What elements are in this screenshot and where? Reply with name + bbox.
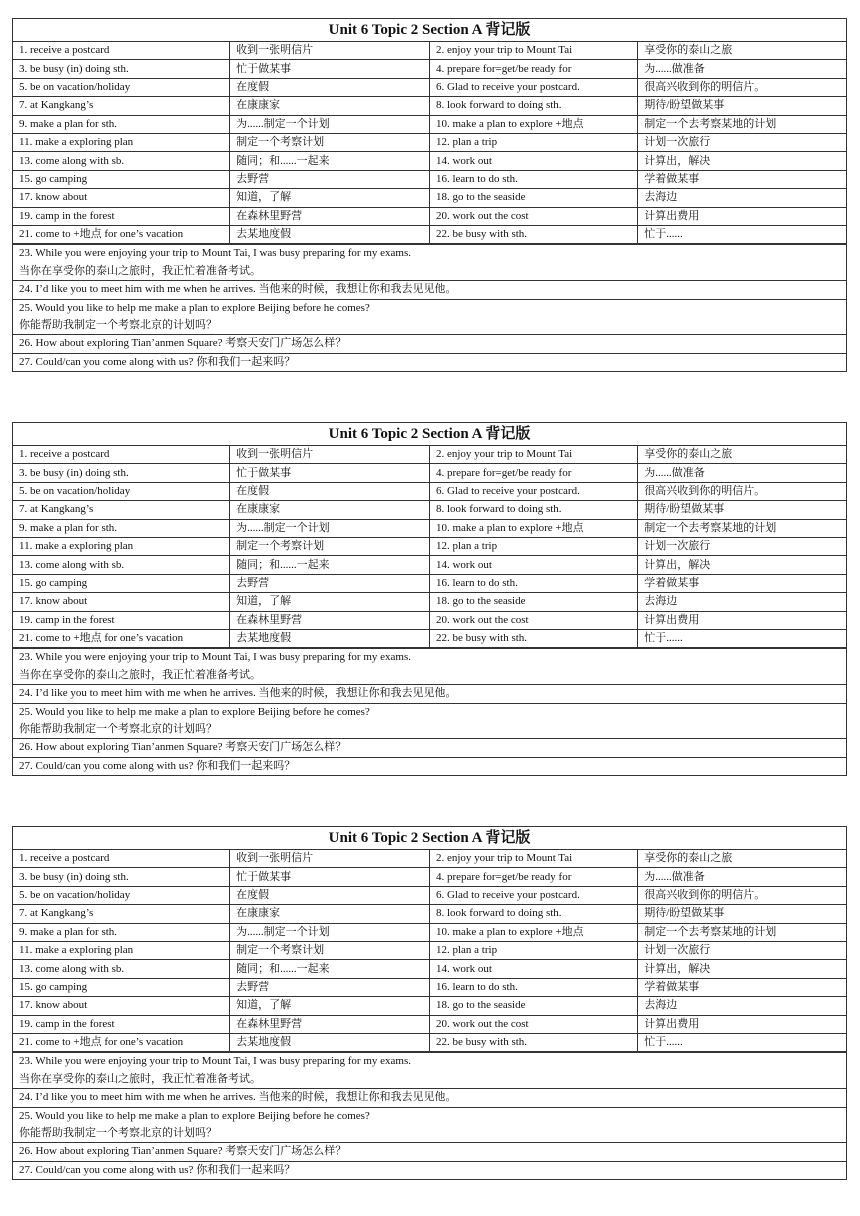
table-row — [13, 850, 846, 868]
phrase-english-cell: 8. look forward to doing sth. — [429, 501, 637, 519]
phrase-english-cell: 10. make a plan to explore +地点 — [429, 115, 637, 133]
phrase-chinese-cell: 享受你的泰山之旅 — [638, 42, 846, 60]
sentence-chinese: 当你在享受你的泰山之旅时，我正忙着准备考试。 — [19, 264, 261, 277]
phrase-english-cell: 5. be on vacation/holiday — [13, 78, 230, 96]
phrase-chinese-cell: 为......做准备 — [638, 464, 846, 482]
phrase-english-cell: 2. enjoy your trip to Mount Tai — [429, 446, 637, 464]
phrase-english-cell: 8. look forward to doing sth. — [429, 97, 637, 115]
phrase-chinese-cell: 在度假 — [230, 886, 430, 904]
phrase-chinese-cell: 制定一个考察计划 — [230, 133, 430, 151]
phrase-english-cell: 7. at Kangkang’s — [13, 97, 230, 115]
sentence-english: 24. I’d like you to meet him with me when he arrives. 当他来的时候，我想让你和我去见见他。 — [19, 1091, 457, 1104]
phrase-english-cell: 17. know about — [13, 997, 230, 1015]
sentence-english: 24. I’d like you to meet him with me when he arrives. 当他来的时候，我想让你和我去见见他。 — [19, 687, 457, 700]
table-row — [13, 133, 846, 151]
phrase-chinese-cell: 在康康家 — [230, 501, 430, 519]
phrase-chinese-cell: 学着做某事 — [638, 170, 846, 188]
sentence-chinese: 当你在享受你的泰山之旅时，我正忙着准备考试。 — [19, 1072, 261, 1085]
phrase-english-cell: 12. plan a trip — [429, 537, 637, 555]
phrase-english-cell: 12. plan a trip — [429, 941, 637, 959]
phrase-chinese-cell: 收到一张明信片 — [230, 42, 430, 60]
phrase-english-cell: 21. come to +地点 for one’s vacation — [13, 629, 230, 647]
table-row — [13, 97, 846, 115]
phrase-chinese-cell: 去海边 — [638, 997, 846, 1015]
sentence-row — [13, 738, 846, 756]
phrase-chinese-cell: 收到一张明信片 — [230, 850, 430, 868]
phrase-chinese-cell: 去野营 — [230, 574, 430, 592]
phrase-english-cell: 16. learn to do sth. — [429, 978, 637, 996]
phrase-chinese-cell: 知道，了解 — [230, 189, 430, 207]
phrase-chinese-cell: 学着做某事 — [638, 978, 846, 996]
phrase-chinese-cell: 很高兴收到你的明信片。 — [638, 886, 846, 904]
table-row — [13, 501, 846, 519]
phrase-english-cell: 17. know about — [13, 593, 230, 611]
phrase-chinese-cell: 享受你的泰山之旅 — [638, 446, 846, 464]
phrase-english-cell: 10. make a plan to explore +地点 — [429, 519, 637, 537]
vocab-table — [13, 42, 846, 244]
phrase-english-cell: 15. go camping — [13, 574, 230, 592]
phrase-chinese-cell: 忙于做某事 — [230, 60, 430, 78]
phrase-english-cell: 15. go camping — [13, 978, 230, 996]
phrase-chinese-cell: 计算出费用 — [638, 207, 846, 225]
phrase-chinese-cell: 期待/盼望做某事 — [638, 501, 846, 519]
phrase-chinese-cell: 知道，了解 — [230, 593, 430, 611]
table-row — [13, 556, 846, 574]
phrase-english-cell: 14. work out — [429, 960, 637, 978]
phrase-english-cell: 11. make a exploring plan — [13, 537, 230, 555]
phrase-chinese-cell: 忙于做某事 — [230, 464, 430, 482]
table-row — [13, 537, 846, 555]
sentence-english: 25. Would you like to help me make a plan to explore Beijing before he comes? — [19, 705, 370, 718]
table-row — [13, 978, 846, 996]
phrase-chinese-cell: 去野营 — [230, 978, 430, 996]
phrase-english-cell: 7. at Kangkang’s — [13, 905, 230, 923]
phrase-english-cell: 7. at Kangkang’s — [13, 501, 230, 519]
phrase-english-cell: 5. be on vacation/holiday — [13, 886, 230, 904]
table-row — [13, 574, 846, 592]
phrase-chinese-cell: 计算出费用 — [638, 1015, 846, 1033]
phrase-chinese-cell: 去某地度假 — [230, 225, 430, 243]
phrase-english-cell: 21. come to +地点 for one’s vacation — [13, 1033, 230, 1051]
phrase-english-cell: 19. camp in the forest — [13, 207, 230, 225]
sheet-title: Unit 6 Topic 2 Section A 背记版 — [13, 19, 846, 42]
phrase-chinese-cell: 计算出费用 — [638, 611, 846, 629]
sheet-title: Unit 6 Topic 2 Section A 背记版 — [13, 827, 846, 850]
phrase-english-cell: 11. make a exploring plan — [13, 133, 230, 151]
phrase-chinese-cell: 很高兴收到你的明信片。 — [638, 78, 846, 96]
phrase-english-cell: 9. make a plan for sth. — [13, 519, 230, 537]
sentence-row — [13, 1142, 846, 1160]
phrase-chinese-cell: 在度假 — [230, 482, 430, 500]
phrase-english-cell: 6. Glad to receive your postcard. — [429, 886, 637, 904]
sentence-english: 27. Could/can you come along with us? 你和我们一起来吗？ — [19, 355, 296, 368]
sentence-english: 23. While you were enjoying your trip to Mount Tai, I was busy preparing for my exams. — [19, 1055, 411, 1068]
table-row — [13, 960, 846, 978]
sentence-row — [13, 334, 846, 352]
phrase-chinese-cell: 忙于...... — [638, 225, 846, 243]
phrase-english-cell: 19. camp in the forest — [13, 611, 230, 629]
table-row — [13, 997, 846, 1015]
phrase-english-cell: 6. Glad to receive your postcard. — [429, 482, 637, 500]
sentence-row — [13, 244, 846, 280]
phrase-chinese-cell: 为......制定一个计划 — [230, 923, 430, 941]
sentence-english: 25. Would you like to help me make a plan to explore Beijing before he comes? — [19, 301, 370, 314]
table-row — [13, 446, 846, 464]
phrase-english-cell: 21. come to +地点 for one’s vacation — [13, 225, 230, 243]
phrase-chinese-cell: 在度假 — [230, 78, 430, 96]
sentence-row — [13, 648, 846, 684]
phrase-chinese-cell: 忙于...... — [638, 629, 846, 647]
phrase-chinese-cell: 计划一次旅行 — [638, 537, 846, 555]
table-row — [13, 923, 846, 941]
phrase-chinese-cell: 去海边 — [638, 189, 846, 207]
phrase-chinese-cell: 随同；和......一起来 — [230, 556, 430, 574]
sentence-row — [13, 280, 846, 298]
phrase-english-cell: 14. work out — [429, 152, 637, 170]
vocab-sheet — [12, 422, 847, 776]
phrase-english-cell: 13. come along with sb. — [13, 960, 230, 978]
sentence-row — [13, 1052, 846, 1088]
sheet-title: Unit 6 Topic 2 Section A 背记版 — [13, 423, 846, 446]
sentence-row — [13, 299, 846, 335]
sentence-row — [13, 353, 846, 371]
phrase-chinese-cell: 制定一个去考察某地的计划 — [638, 115, 846, 133]
table-row — [13, 115, 846, 133]
phrase-english-cell: 14. work out — [429, 556, 637, 574]
sentence-english: 26. How about exploring Tian’anmen Square? 考察天安门广场怎么样？ — [19, 741, 347, 754]
phrase-english-cell: 13. come along with sb. — [13, 152, 230, 170]
phrase-english-cell: 16. learn to do sth. — [429, 170, 637, 188]
phrase-english-cell: 18. go to the seaside — [429, 593, 637, 611]
phrase-english-cell: 20. work out the cost — [429, 207, 637, 225]
sentence-row — [13, 703, 846, 739]
table-row — [13, 225, 846, 243]
table-row — [13, 464, 846, 482]
sentence-english: 25. Would you like to help me make a plan to explore Beijing before he comes? — [19, 1109, 370, 1122]
table-row — [13, 611, 846, 629]
table-row — [13, 189, 846, 207]
phrase-chinese-cell: 在康康家 — [230, 97, 430, 115]
phrase-chinese-cell: 计划一次旅行 — [638, 133, 846, 151]
phrase-chinese-cell: 计算出，解决 — [638, 556, 846, 574]
table-row — [13, 1015, 846, 1033]
phrase-chinese-cell: 制定一个去考察某地的计划 — [638, 923, 846, 941]
phrase-chinese-cell: 随同；和......一起来 — [230, 152, 430, 170]
phrase-chinese-cell: 为......做准备 — [638, 868, 846, 886]
table-row — [13, 170, 846, 188]
phrase-chinese-cell: 在森林里野营 — [230, 1015, 430, 1033]
phrase-english-cell: 3. be busy (in) doing sth. — [13, 868, 230, 886]
phrase-english-cell: 22. be busy with sth. — [429, 225, 637, 243]
phrase-english-cell: 1. receive a postcard — [13, 42, 230, 60]
table-row — [13, 629, 846, 647]
phrase-chinese-cell: 忙于做某事 — [230, 868, 430, 886]
phrase-english-cell: 2. enjoy your trip to Mount Tai — [429, 42, 637, 60]
phrase-chinese-cell: 享受你的泰山之旅 — [638, 850, 846, 868]
phrase-chinese-cell: 制定一个考察计划 — [230, 537, 430, 555]
vocab-table — [13, 850, 846, 1052]
phrase-english-cell: 3. be busy (in) doing sth. — [13, 60, 230, 78]
phrase-english-cell: 9. make a plan for sth. — [13, 115, 230, 133]
vocab-sheet — [12, 826, 847, 1180]
sentence-english: 24. I’d like you to meet him with me when he arrives. 当他来的时候，我想让你和我去见见他。 — [19, 283, 457, 296]
vocab-table — [13, 446, 846, 648]
phrase-english-cell: 20. work out the cost — [429, 611, 637, 629]
sentence-english: 27. Could/can you come along with us? 你和我们一起来吗？ — [19, 759, 296, 772]
sentence-english: 26. How about exploring Tian’anmen Square? 考察天安门广场怎么样？ — [19, 337, 347, 350]
phrase-chinese-cell: 计算出，解决 — [638, 152, 846, 170]
phrase-chinese-cell: 制定一个去考察某地的计划 — [638, 519, 846, 537]
phrase-english-cell: 17. know about — [13, 189, 230, 207]
phrase-english-cell: 18. go to the seaside — [429, 189, 637, 207]
phrase-english-cell: 3. be busy (in) doing sth. — [13, 464, 230, 482]
phrase-english-cell: 22. be busy with sth. — [429, 629, 637, 647]
phrase-english-cell: 2. enjoy your trip to Mount Tai — [429, 850, 637, 868]
phrase-english-cell: 20. work out the cost — [429, 1015, 637, 1033]
phrase-chinese-cell: 计划一次旅行 — [638, 941, 846, 959]
sentence-row — [13, 757, 846, 775]
phrase-english-cell: 6. Glad to receive your postcard. — [429, 78, 637, 96]
phrase-chinese-cell: 学着做某事 — [638, 574, 846, 592]
phrase-english-cell: 16. learn to do sth. — [429, 574, 637, 592]
table-row — [13, 519, 846, 537]
sentence-row — [13, 684, 846, 702]
phrase-english-cell: 11. make a exploring plan — [13, 941, 230, 959]
sentence-english: 26. How about exploring Tian’anmen Square? 考察天安门广场怎么样？ — [19, 1145, 347, 1158]
phrase-chinese-cell: 去某地度假 — [230, 629, 430, 647]
phrase-english-cell: 1. receive a postcard — [13, 850, 230, 868]
phrase-chinese-cell: 期待/盼望做某事 — [638, 905, 846, 923]
table-row — [13, 593, 846, 611]
sentence-row — [13, 1088, 846, 1106]
phrase-chinese-cell: 计算出，解决 — [638, 960, 846, 978]
table-row — [13, 1033, 846, 1051]
phrase-english-cell: 12. plan a trip — [429, 133, 637, 151]
phrase-english-cell: 4. prepare for=get/be ready for — [429, 868, 637, 886]
table-row — [13, 941, 846, 959]
phrase-english-cell: 9. make a plan for sth. — [13, 923, 230, 941]
phrase-chinese-cell: 收到一张明信片 — [230, 446, 430, 464]
phrase-chinese-cell: 为......做准备 — [638, 60, 846, 78]
sentence-english: 23. While you were enjoying your trip to Mount Tai, I was busy preparing for my exams. — [19, 247, 411, 260]
phrase-chinese-cell: 在康康家 — [230, 905, 430, 923]
phrase-english-cell: 4. prepare for=get/be ready for — [429, 60, 637, 78]
sentence-chinese: 当你在享受你的泰山之旅时，我正忙着准备考试。 — [19, 668, 261, 681]
table-row — [13, 60, 846, 78]
sentence-row — [13, 1161, 846, 1179]
table-row — [13, 207, 846, 225]
phrase-english-cell: 1. receive a postcard — [13, 446, 230, 464]
phrase-english-cell: 15. go camping — [13, 170, 230, 188]
phrase-chinese-cell: 随同；和......一起来 — [230, 960, 430, 978]
phrase-chinese-cell: 制定一个考察计划 — [230, 941, 430, 959]
phrase-chinese-cell: 知道，了解 — [230, 997, 430, 1015]
table-row — [13, 78, 846, 96]
phrase-chinese-cell: 很高兴收到你的明信片。 — [638, 482, 846, 500]
phrase-chinese-cell: 在森林里野营 — [230, 207, 430, 225]
phrase-chinese-cell: 为......制定一个计划 — [230, 115, 430, 133]
phrase-english-cell: 19. camp in the forest — [13, 1015, 230, 1033]
table-row — [13, 905, 846, 923]
phrase-chinese-cell: 在森林里野营 — [230, 611, 430, 629]
sentence-chinese: 你能帮助我制定一个考察北京的计划吗？ — [19, 722, 217, 735]
phrase-english-cell: 4. prepare for=get/be ready for — [429, 464, 637, 482]
phrase-chinese-cell: 忙于...... — [638, 1033, 846, 1051]
vocab-sheet — [12, 18, 847, 372]
table-row — [13, 152, 846, 170]
table-row — [13, 42, 846, 60]
phrase-english-cell: 5. be on vacation/holiday — [13, 482, 230, 500]
phrase-english-cell: 22. be busy with sth. — [429, 1033, 637, 1051]
sentence-chinese: 你能帮助我制定一个考察北京的计划吗？ — [19, 1126, 217, 1139]
table-row — [13, 482, 846, 500]
phrase-english-cell: 13. come along with sb. — [13, 556, 230, 574]
sentence-row — [13, 1107, 846, 1143]
phrase-chinese-cell: 去野营 — [230, 170, 430, 188]
phrase-chinese-cell: 为......制定一个计划 — [230, 519, 430, 537]
phrase-english-cell: 10. make a plan to explore +地点 — [429, 923, 637, 941]
phrase-chinese-cell: 期待/盼望做某事 — [638, 97, 846, 115]
phrase-english-cell: 8. look forward to doing sth. — [429, 905, 637, 923]
sentence-english: 27. Could/can you come along with us? 你和我们一起来吗？ — [19, 1163, 296, 1176]
table-row — [13, 886, 846, 904]
phrase-chinese-cell: 去某地度假 — [230, 1033, 430, 1051]
sentence-chinese: 你能帮助我制定一个考察北京的计划吗？ — [19, 318, 217, 331]
phrase-chinese-cell: 去海边 — [638, 593, 846, 611]
table-row — [13, 868, 846, 886]
phrase-english-cell: 18. go to the seaside — [429, 997, 637, 1015]
sentence-english: 23. While you were enjoying your trip to Mount Tai, I was busy preparing for my exams. — [19, 651, 411, 664]
